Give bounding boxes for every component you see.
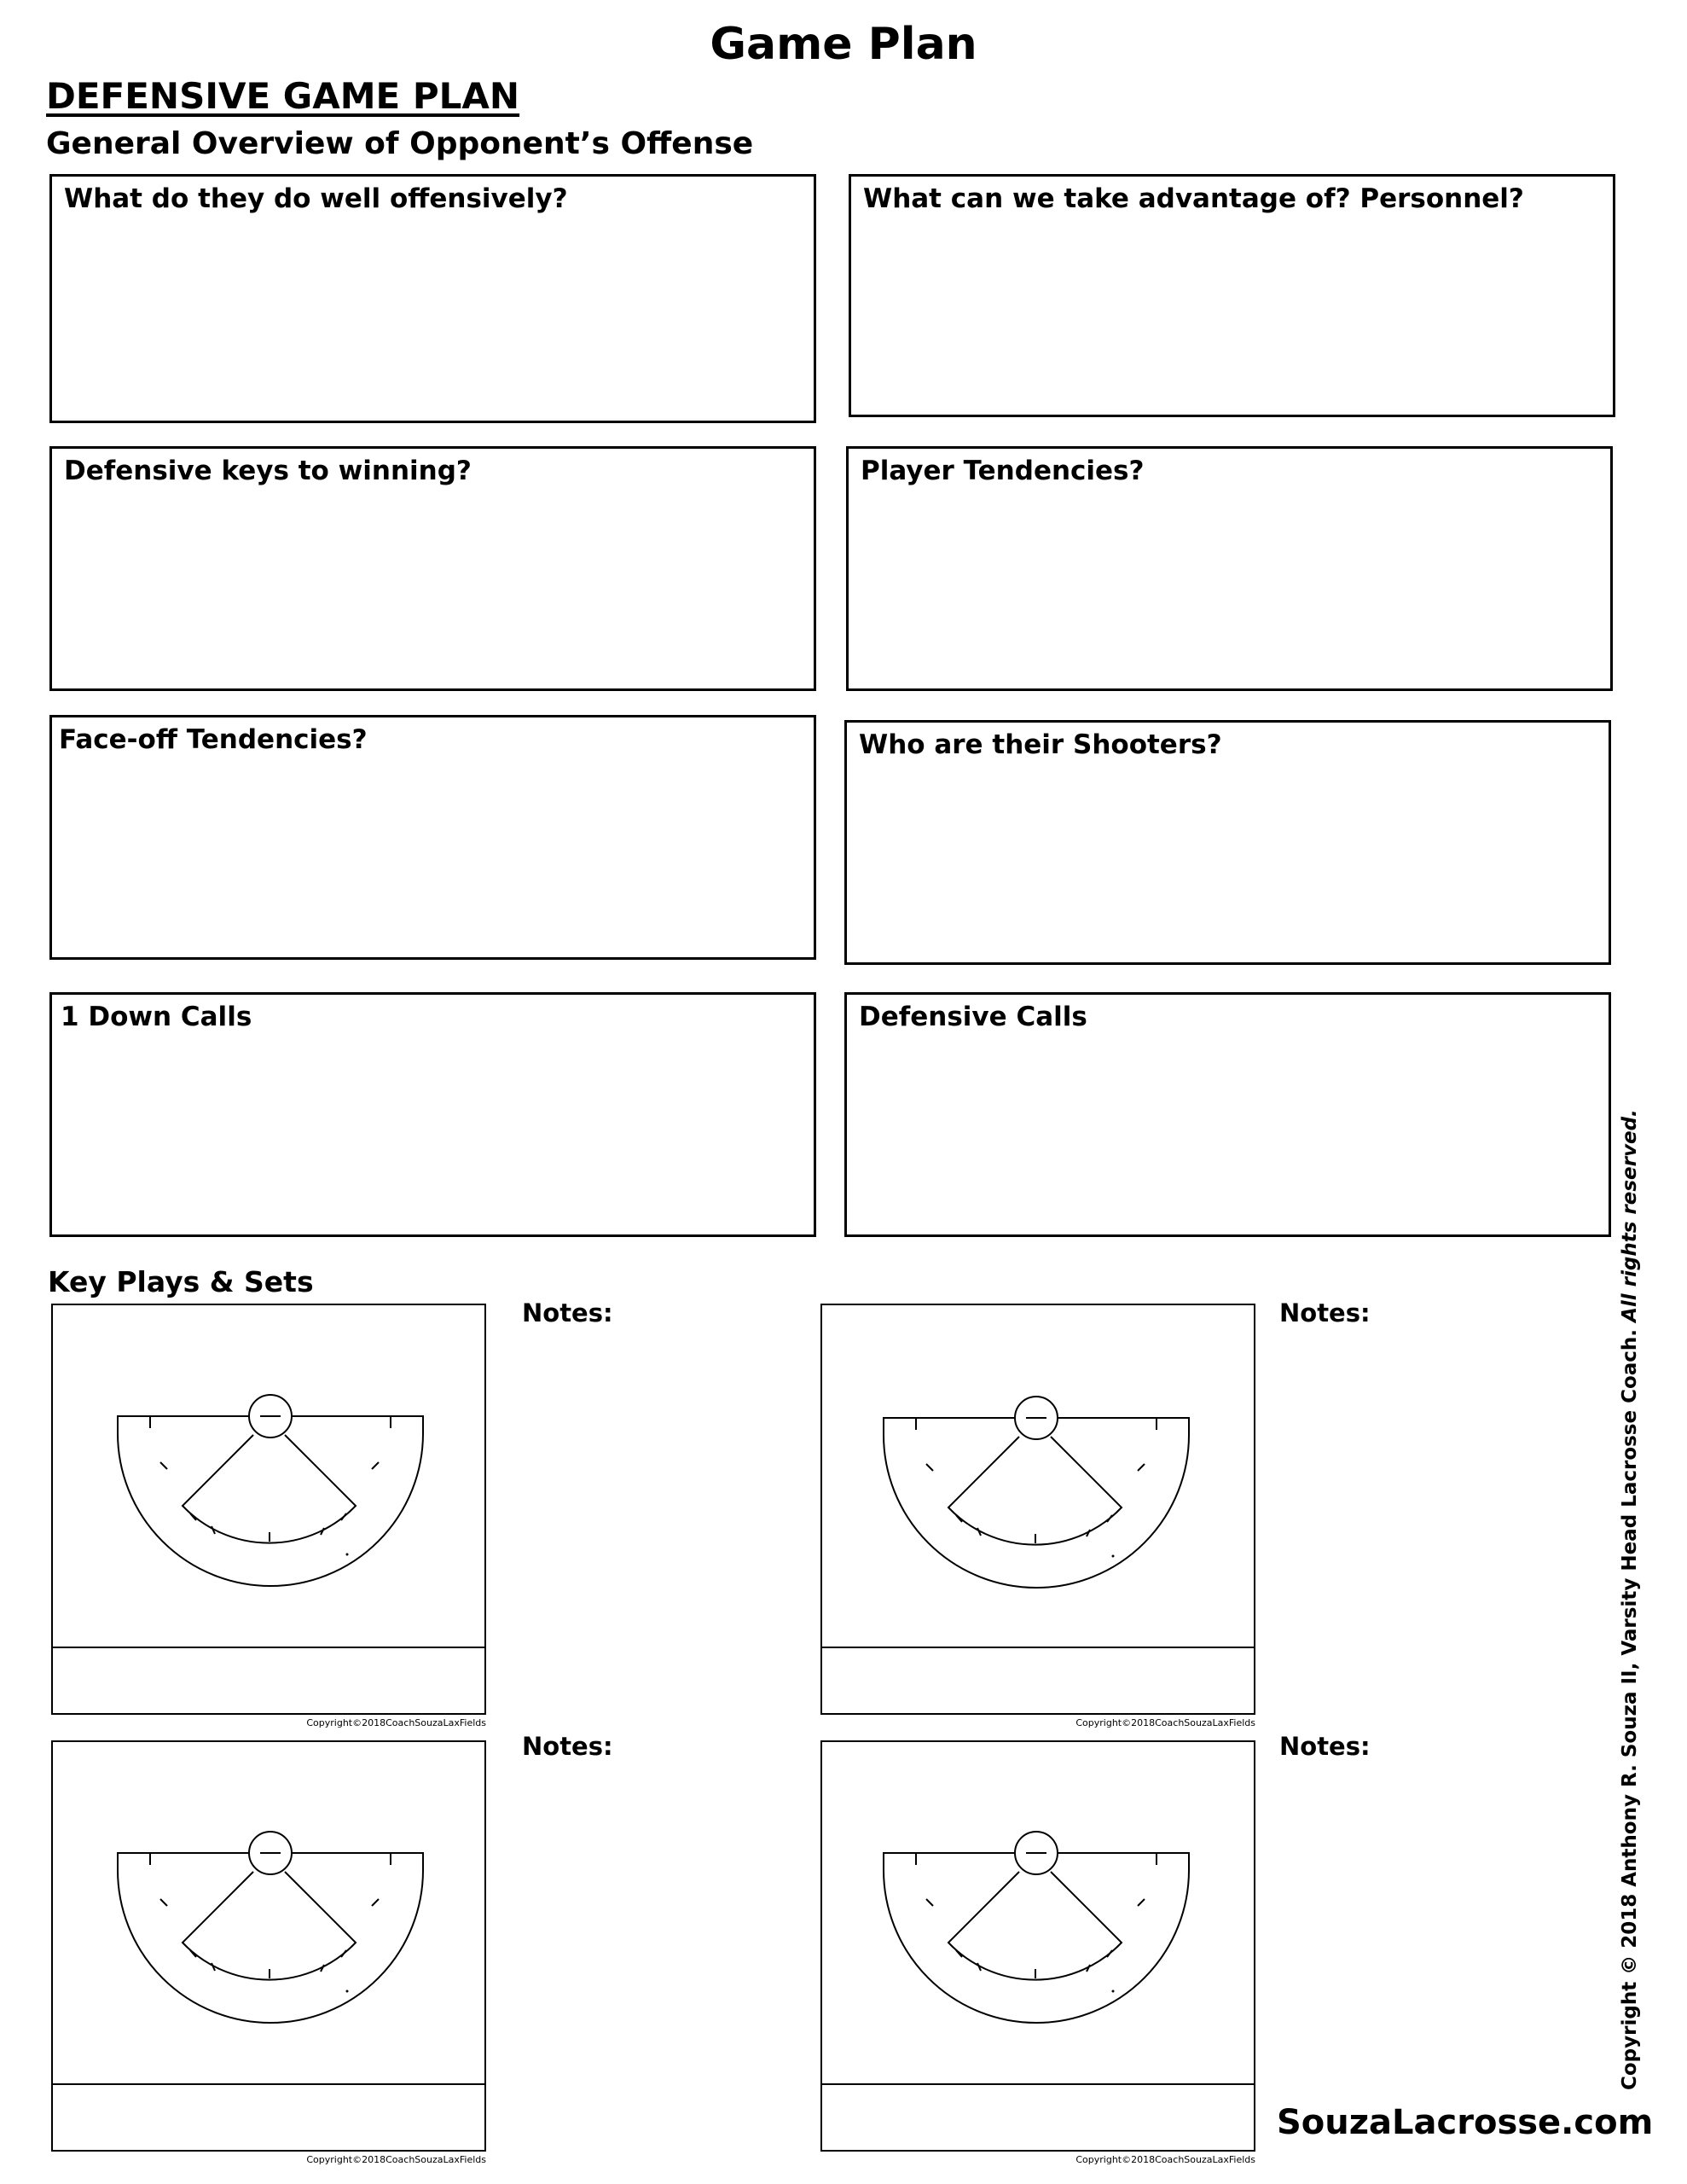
- field-copyright-2: Copyright©2018CoachSouzaLaxFields: [1075, 1717, 1255, 1728]
- hash-mark: [926, 1464, 933, 1471]
- notes-label-2: Notes:: [1279, 1298, 1371, 1327]
- section-title: DEFENSIVE GAME PLAN: [46, 75, 520, 117]
- eight-meter-arc: [948, 1872, 1122, 1980]
- side-copyright-main: Copyright © 2018 Anthony R. Souza II, Varsity Head Lacrosse Coach.: [1619, 1328, 1641, 2090]
- eight-meter-arc: [183, 1435, 356, 1543]
- side-copyright: [1619, 1109, 1641, 2090]
- field-bottom-strip: [53, 2083, 484, 2150]
- side-copyright-italic: All rights reserved.: [1619, 1109, 1641, 1322]
- field-dot: [1112, 1990, 1115, 1993]
- hash-mark: [372, 1462, 379, 1469]
- field-diagram-4[interactable]: [820, 1740, 1255, 2152]
- hash-mark: [926, 1899, 933, 1906]
- fan-arc: [118, 1416, 423, 1586]
- question-label: Defensive Calls: [859, 1002, 1087, 1032]
- question-label: 1 Down Calls: [61, 1002, 252, 1032]
- hash-mark: [160, 1462, 167, 1469]
- question-label: What do they do well offensively?: [64, 183, 568, 214]
- question-box-offense-strengths[interactable]: [49, 174, 816, 423]
- fan-arc: [118, 1853, 423, 2023]
- question-label: Who are their Shooters?: [859, 729, 1222, 760]
- fan-arc: [884, 1853, 1189, 2023]
- question-box-player-tendencies[interactable]: [846, 446, 1613, 691]
- hash-mark: [1107, 1950, 1112, 1957]
- hash-mark: [1138, 1464, 1145, 1471]
- hash-mark: [341, 1513, 346, 1520]
- notes-label-1: Notes:: [522, 1298, 613, 1327]
- question-label: What can we take advantage of? Personnel?: [863, 183, 1524, 214]
- section-subtitle: General Overview of Opponent’s Offense: [46, 126, 754, 161]
- field-bottom-strip: [53, 1647, 484, 1713]
- question-box-shooters[interactable]: [844, 720, 1611, 965]
- fan-arc: [884, 1418, 1189, 1588]
- field-diagram-1[interactable]: [51, 1304, 486, 1715]
- eight-meter-arc: [183, 1872, 356, 1980]
- question-box-defensive-keys[interactable]: [49, 446, 816, 691]
- field-copyright-3: Copyright©2018CoachSouzaLaxFields: [306, 2154, 486, 2165]
- hash-mark: [372, 1899, 379, 1906]
- field-diagram-3[interactable]: [51, 1740, 486, 2152]
- field-dot: [346, 1554, 349, 1556]
- question-box-take-advantage[interactable]: [849, 174, 1615, 417]
- field-copyright-1: Copyright©2018CoachSouzaLaxFields: [306, 1717, 486, 1728]
- question-label: Defensive keys to winning?: [64, 456, 472, 486]
- notes-label-4: Notes:: [1279, 1732, 1371, 1761]
- question-label: Face-off Tendencies?: [59, 724, 368, 755]
- hash-mark: [160, 1899, 167, 1906]
- question-box-1-down-calls[interactable]: [49, 992, 816, 1237]
- field-diagram-2[interactable]: [820, 1304, 1255, 1715]
- hash-mark: [1107, 1515, 1112, 1522]
- question-box-faceoff-tendencies[interactable]: [49, 715, 816, 960]
- field-dot: [346, 1990, 349, 1993]
- question-box-defensive-calls[interactable]: [844, 992, 1611, 1237]
- hash-mark: [1138, 1899, 1145, 1906]
- field-bottom-strip: [822, 2083, 1254, 2150]
- key-plays-title: Key Plays & Sets: [48, 1265, 314, 1298]
- field-copyright-4: Copyright©2018CoachSouzaLaxFields: [1075, 2154, 1255, 2165]
- question-label: Player Tendencies?: [861, 456, 1145, 486]
- field-dot: [1112, 1555, 1115, 1558]
- eight-meter-arc: [948, 1437, 1122, 1545]
- field-bottom-strip: [822, 1647, 1254, 1713]
- notes-label-3: Notes:: [522, 1732, 613, 1761]
- hash-mark: [341, 1950, 346, 1957]
- website-link[interactable]: SouzaLacrosse.com: [1277, 2103, 1654, 2142]
- page-title: Game Plan: [710, 19, 977, 70]
